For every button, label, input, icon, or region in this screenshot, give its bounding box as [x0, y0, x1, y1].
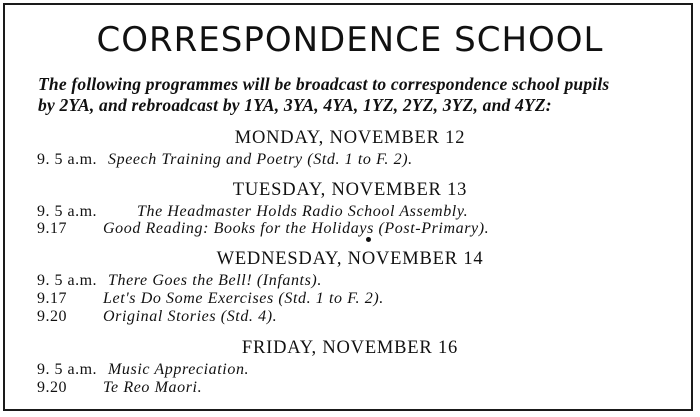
- notice-title: CORRESPONDENCE SCHOOL: [96, 20, 604, 60]
- programme-title: The Headmaster Holds Radio School Assembly.: [137, 203, 469, 220]
- programme-time: 9. 5 a.m.: [37, 203, 98, 220]
- day-heading-wednesday: WEDNESDAY, NOVEMBER 14: [216, 249, 484, 269]
- programme-time: 9.20: [37, 379, 67, 396]
- day-heading-tuesday: TUESDAY, NOVEMBER 13: [232, 180, 468, 200]
- programme-title: Let's Do Some Exercises (Std. 1 to F. 2).: [103, 290, 384, 307]
- programme-time: 9.17: [37, 290, 67, 307]
- programme-title: Original Stories (Std. 4).: [103, 308, 278, 325]
- intro-text: [38, 74, 688, 116]
- programme-title: Te Reo Maori.: [103, 379, 203, 396]
- programme-title: Good Reading: Books for the Holidays (Post-Primary).: [103, 220, 490, 237]
- programme-title: There Goes the Bell! (Infants).: [108, 272, 322, 289]
- day-heading-friday: FRIDAY, NOVEMBER 16: [241, 338, 459, 358]
- programme-title: Music Appreciation.: [108, 361, 250, 378]
- programme-time: 9. 5 a.m.: [37, 272, 98, 289]
- programme-time: 9.20: [37, 308, 67, 325]
- programme-title: Speech Training and Poetry (Std. 1 to F. 2).: [108, 151, 413, 168]
- programme-time: 9.17: [37, 220, 67, 237]
- programme-time: 9. 5 a.m.: [37, 361, 98, 378]
- intro-line: by 2YA, and rebroadcast by 1YA, 3YA, 4YA, 1YZ, 2YZ, 3YZ, and 4YZ:: [38, 95, 552, 115]
- ink-dot: [366, 237, 371, 242]
- intro-line: The following programmes will be broadcast to correspondence school pupils: [38, 74, 610, 94]
- programme-time: 9. 5 a.m.: [37, 151, 98, 168]
- day-heading-monday: MONDAY, NOVEMBER 12: [234, 128, 466, 148]
